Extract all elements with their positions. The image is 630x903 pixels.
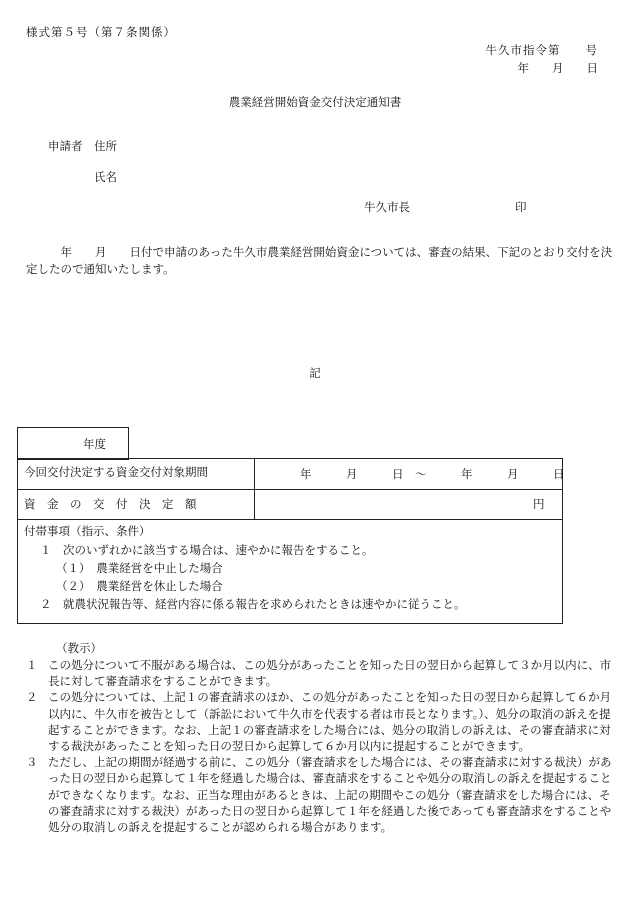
row-divider xyxy=(17,519,562,520)
notice-body xyxy=(26,244,614,278)
amount-unit: 円 xyxy=(533,497,545,511)
condition-1-2: （２） 農業経営を休止した場合 xyxy=(56,579,223,593)
condition-1: １ 次のいずれかに該当する場合は、速やかに報告をすること。 xyxy=(40,543,374,557)
row-divider xyxy=(17,489,562,490)
condition-1-1: （１） 農業経営を中止した場合 xyxy=(56,561,223,575)
remarks-list xyxy=(26,657,622,835)
remark-text: この処分については、上記１の審査請求のほか、この処分があったことを知った日の翌日から起算して６か月以内に、牛久市を被告として（訴訟において牛久市を代表する者は市長となります。）、処分の取消の訴えを提起することができます。なお、上記１の審査請求をした場合には、処分の取消しの訴えは、その審査請求に対する裁決があったことを知った日の翌日から起算して６か月以内に提起することができます。 xyxy=(48,690,612,754)
document-title: 農業経営開始資金交付決定通知書 xyxy=(228,95,402,109)
amount-label: 資 金 の 交 付 決 定 額 xyxy=(24,497,197,511)
fiscal-year-label: 年度 xyxy=(83,437,106,451)
fiscal-year-box xyxy=(17,427,129,460)
issue-number: 牛久市指令第 号 xyxy=(485,43,598,57)
period-value: 年 月 日 ～ 年 月 日 xyxy=(300,467,565,481)
ki-heading: 記 xyxy=(309,366,321,380)
remark-number: ２ xyxy=(26,690,38,705)
period-label: 今回交付決定する資金交付対象期間 xyxy=(24,465,208,479)
remark-item xyxy=(26,754,622,835)
remark-number: ３ xyxy=(26,755,38,770)
remark-text: この処分について不服がある場合は、この処分があったことを知った日の翌日から起算して３か月以内に、市長に対して審査請求をすることができます。 xyxy=(48,658,612,689)
column-divider xyxy=(254,458,255,519)
issuer-title: 牛久市長 xyxy=(364,200,410,214)
conditions-title: 付帯事項（指示、条件） xyxy=(24,524,151,538)
address-label: 住所 xyxy=(94,139,117,153)
remark-item xyxy=(26,657,622,689)
condition-2: ２ 就農状況報告等、経営内容に係る報告を求められたときは速やかに従うこと。 xyxy=(40,597,466,611)
remark-item xyxy=(26,689,622,754)
remarks-title: （教示） xyxy=(56,641,102,655)
seal-mark: 印 xyxy=(515,200,527,214)
name-label: 氏名 xyxy=(94,170,117,184)
remark-number: １ xyxy=(26,658,38,672)
notice-text: 年 月 日付で申請のあった牛久市農業経営開始資金については、審査の結果、下記のとおり交付を決定したので通知いたします。 xyxy=(26,245,613,276)
applicant-label: 申請者 xyxy=(48,139,83,153)
form-number: 様式第５号（第７条関係） xyxy=(26,25,176,39)
issue-date: 年 月 日 xyxy=(517,61,598,75)
remark-text: ただし、上記の期間が経過する前に、この処分（審査請求をした場合には、その審査請求に対する裁決）があった日の翌日から起算して１年を経過した場合は、審査請求をすることや処分の取消しの訴えを提起することができなくなります。なお、正当な理由があるときは、上記の期間やこの処分（審査請求をした場合には、その審査請求に対する裁決）があった日の翌日から起算して１年を経過した後であっても審査請求をすることや処分の取消しの訴えを提起することが認められる場合があります。 xyxy=(48,755,612,835)
